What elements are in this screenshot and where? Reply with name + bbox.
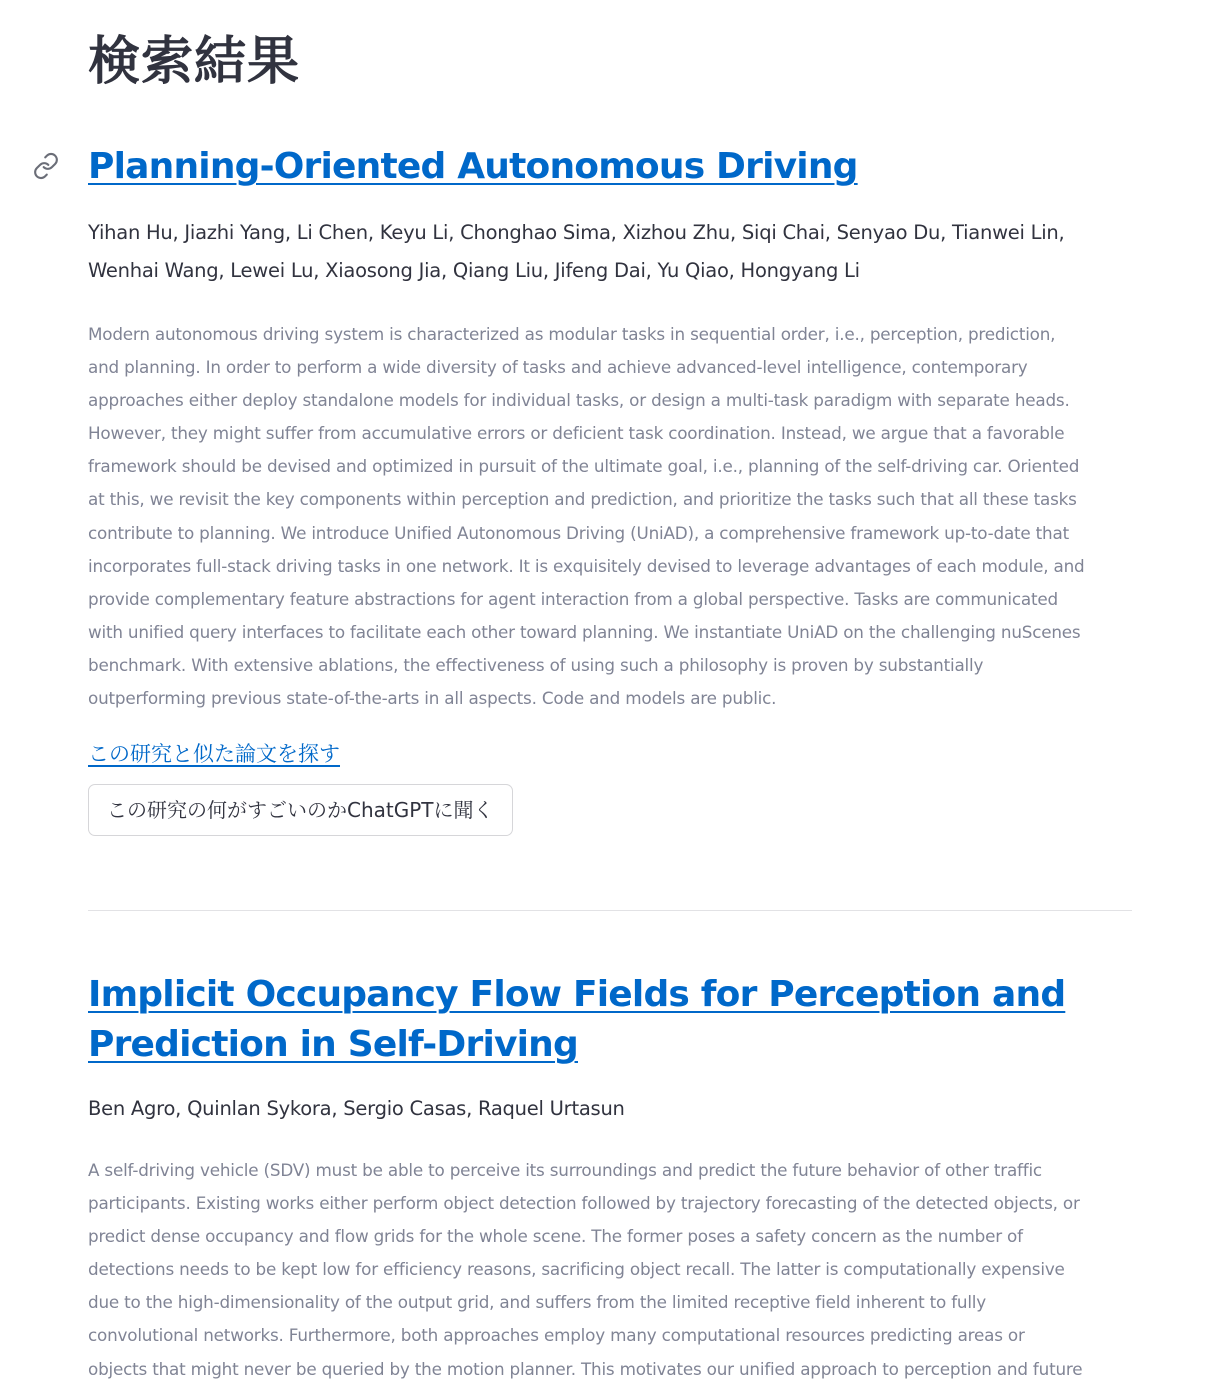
abstract-line: contribute to planning. We introduce Unified Autonomous Driving (UniAD), a comprehensive framework up-to-date that	[88, 522, 1069, 543]
abstract-line: However, they might suffer from accumulative errors or deficient task coordination. Instead, we argue that a favorable	[88, 423, 1065, 444]
paper-title-line: Prediction in Self-Driving	[88, 1024, 578, 1065]
abstract	[88, 318, 1132, 715]
abstract-line: incorporates full-stack driving tasks in one network. It is exquisitely devised to leverage advantages of each module, and	[88, 555, 1085, 576]
abstract-line: outperforming previous state-of-the-arts in all aspects. Code and models are public.	[88, 688, 777, 709]
paper-title	[88, 142, 1132, 192]
paper-title-link[interactable]	[88, 974, 1065, 1065]
find-similar-papers-link[interactable]: この研究と似た論文を探す	[88, 742, 340, 767]
authors-block	[88, 1090, 1132, 1128]
authors-line: Wenhai Wang, Lewei Lu, Xiaosong Jia, Qiang Liu, Jifeng Dai, Yu Qiao, Hongyang Li	[88, 259, 860, 282]
abstract-line: with unified query interfaces to facilitate each other toward planning. We instantiate UniAD on the challenging nuScenes	[88, 621, 1081, 642]
ask-button-row	[88, 784, 1132, 836]
abstract-line: at this, we revisit the key components within perception and prediction, and prioritize the tasks such that all these tasks	[88, 489, 1077, 510]
abstract	[88, 1154, 1132, 1386]
paper-title-line: Implicit Occupancy Flow Fields for Perception and	[88, 974, 1066, 1015]
abstract-line: detections needs to be kept low for efficiency reasons, sacrificing object recall. The latter is computationally expensive	[88, 1259, 1065, 1280]
abstract-line: approaches either deploy standalone models for individual tasks, or design a multi-task paradigm with separate heads.	[88, 390, 1070, 411]
abstract-line: convolutional networks. Furthermore, both approaches employ many computational resources predicting areas or	[88, 1325, 1025, 1346]
authors-line: Yihan Hu, Jiazhi Yang, Li Chen, Keyu Li, Chonghao Sima, Xizhou Zhu, Siqi Chai, Senyao Du, Tianwei Lin,	[88, 221, 1065, 244]
abstract-line: A self-driving vehicle (SDV) must be able to perceive its surroundings and predict the future behavior of other traffic	[88, 1160, 1042, 1180]
ask-chatgpt-button[interactable]: この研究の何がすごいのかChatGPTに聞く	[88, 784, 513, 836]
authors-line: Ben Agro, Quinlan Sykora, Sergio Casas, Raquel Urtasun	[88, 1097, 625, 1120]
abstract-line: predict dense occupancy and flow grids for the whole scene. The former poses a safety concern as the number of	[88, 1226, 1023, 1247]
abstract-line: framework should be devised and optimized in pursuit of the ultimate goal, i.e., planning of the self-driving car. Oriented	[88, 456, 1080, 477]
abstract-line: participants. Existing works either perform object detection followed by trajectory forecasting of the detected objects, or	[88, 1193, 1080, 1214]
abstract-line: objects that might never be queried by the motion planner. This motivates our unified approach to perception and future	[88, 1358, 1083, 1379]
page-title: 検索結果	[88, 32, 301, 92]
abstract-line: and planning. In order to perform a wide diversity of tasks and achieve advanced-level intelligence, contemporary	[88, 357, 1028, 378]
similar-link-row	[88, 739, 1132, 769]
result-item	[88, 970, 1132, 1386]
main-content	[88, 0, 1132, 1379]
abstract-line: provide complementary feature abstractions for agent interaction from a global perspective. Tasks are communicated	[88, 588, 1058, 609]
result-item	[88, 142, 1132, 836]
paper-title	[88, 970, 1132, 1070]
abstract-line: due to the high-dimensionality of the output grid, and suffers from the limited receptive field inherent to fully	[88, 1292, 986, 1313]
abstract-line: benchmark. With extensive ablations, the effectiveness of using such a philosophy is proven by substantially	[88, 654, 984, 675]
paper-title-link[interactable]: Planning-Oriented Autonomous Driving	[88, 146, 858, 187]
link-icon[interactable]	[32, 152, 60, 180]
results-divider	[88, 910, 1132, 911]
abstract-line: Modern autonomous driving system is characterized as modular tasks in sequential order, i.e., perception, prediction,	[88, 324, 1056, 344]
authors-block	[88, 214, 1132, 290]
